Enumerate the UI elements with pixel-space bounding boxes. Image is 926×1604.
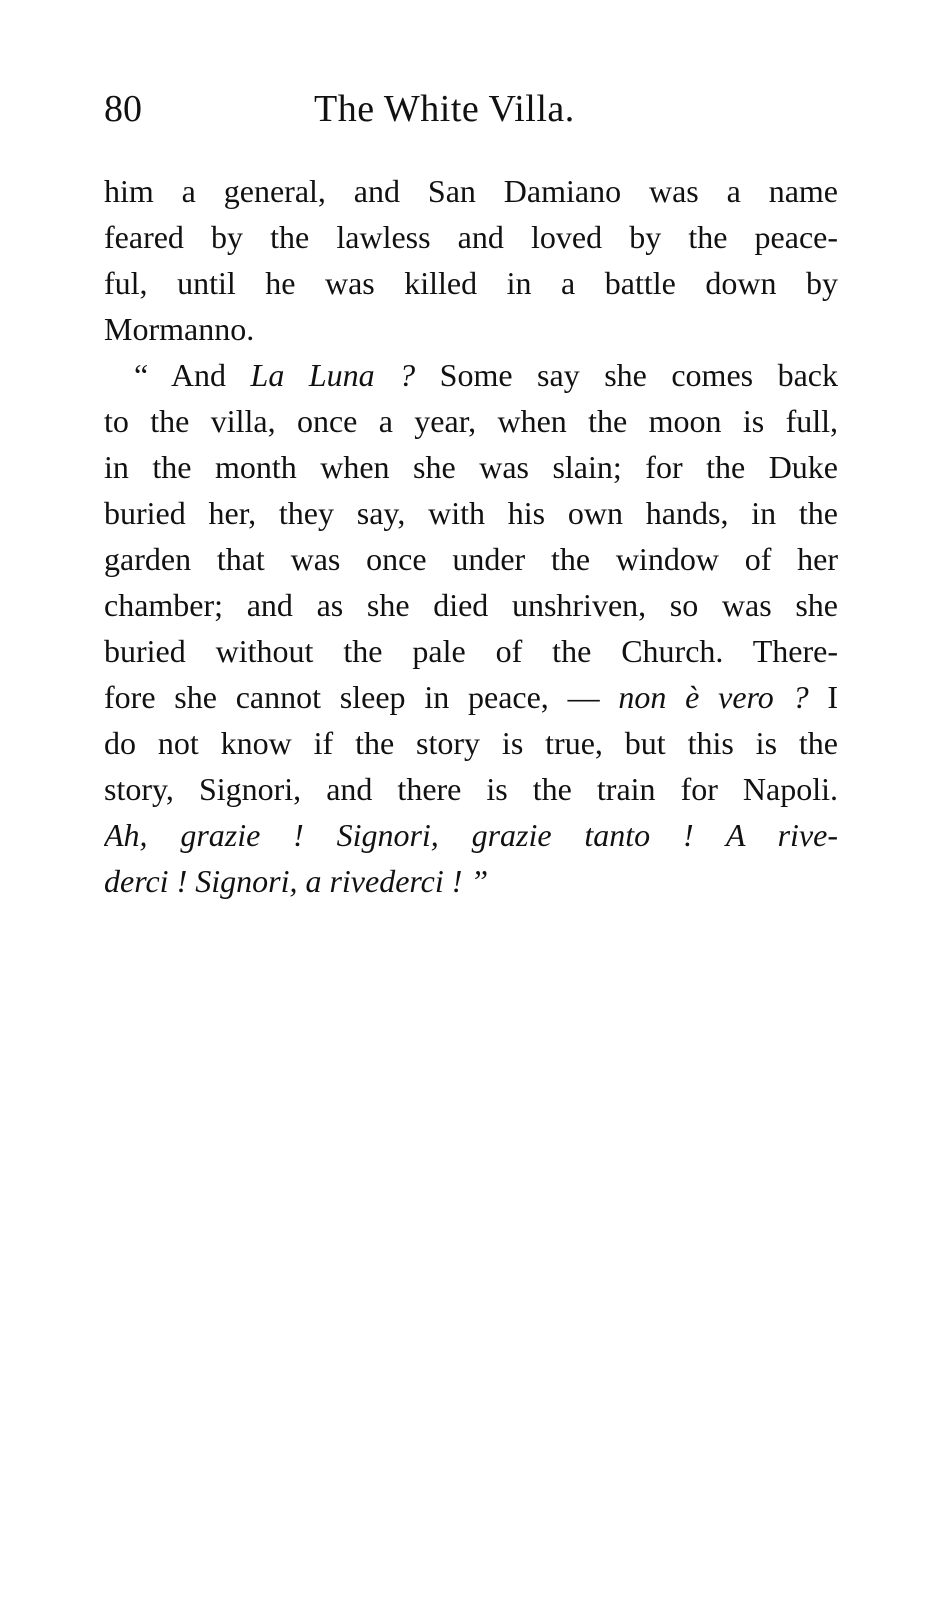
text-segment: him a general, and San Damiano was a name: [104, 173, 838, 209]
italic-segment: Ah, grazie ! Signori, grazie tanto ! A rive-: [104, 817, 838, 853]
text-segment: chamber; and as she died unshriven, so was she: [104, 587, 838, 623]
text-line: [104, 674, 838, 720]
text-line: [104, 352, 838, 398]
text-segment: buried her, they say, with his own hands, in the: [104, 495, 838, 531]
page-header: [104, 84, 838, 134]
text-line: [104, 214, 838, 260]
text-segment: do not know if the story is true, but this is the: [104, 725, 838, 761]
text-line: [104, 444, 838, 490]
text-line: [104, 582, 838, 628]
running-title: The White Villa.: [314, 88, 575, 130]
text-line: [104, 536, 838, 582]
text-segment: Mormanno.: [104, 311, 255, 347]
text-segment: feared by the lawless and loved by the peace-: [104, 219, 838, 255]
text-line: [104, 766, 838, 812]
body-text: [104, 168, 838, 904]
italic-segment: derci ! Signori, a rivederci ! ”: [104, 863, 489, 899]
italic-segment: non è vero ?: [618, 679, 809, 715]
text-segment: buried without the pale of the Church. There-: [104, 633, 838, 669]
text-line: [104, 490, 838, 536]
text-line: [104, 720, 838, 766]
text-line: [104, 398, 838, 444]
text-line: [104, 858, 838, 904]
text-segment: “ And: [134, 357, 251, 393]
page-number: 80: [104, 88, 142, 130]
text-segment: Some say she comes back: [415, 357, 838, 393]
text-segment: to the villa, once a year, when the moon is full,: [104, 403, 838, 439]
text-line: [104, 260, 838, 306]
text-segment: ful, until he was killed in a battle down by: [104, 265, 838, 301]
text-segment: story, Signori, and there is the train for Napoli.: [104, 771, 838, 807]
text-line: [104, 628, 838, 674]
text-line: [104, 168, 838, 214]
text-line: [104, 306, 838, 352]
text-segment: fore she cannot sleep in peace, —: [104, 679, 619, 715]
text-segment: in the month when she was slain; for the Duke: [104, 449, 838, 485]
italic-segment: La Luna ?: [250, 357, 416, 393]
text-segment: I: [808, 679, 838, 715]
text-line: [104, 812, 838, 858]
text-segment: garden that was once under the window of her: [104, 541, 838, 577]
